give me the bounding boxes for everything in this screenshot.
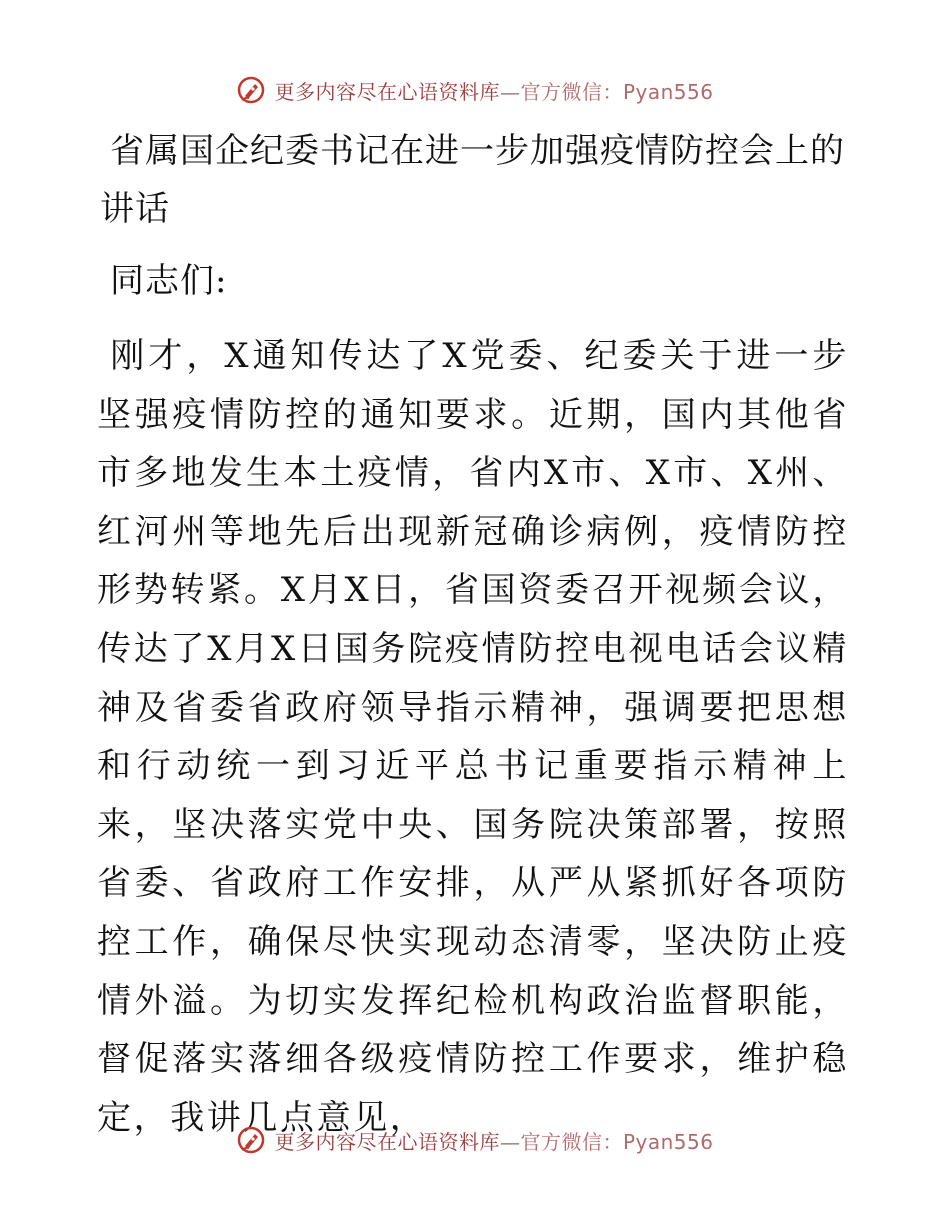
document-title bbox=[100, 122, 845, 238]
footer-watermark-text bbox=[274, 1126, 713, 1155]
header-watermark-wechat: 官方微信：Pyan556 bbox=[520, 79, 714, 104]
document-body-paragraph bbox=[97, 327, 849, 1147]
header-watermark-text bbox=[274, 76, 713, 105]
footer-watermark-separator: — bbox=[499, 1129, 521, 1154]
header-watermark-site: 更多内容尽在心语资料库 bbox=[274, 79, 500, 104]
footer-watermark-site: 更多内容尽在心语资料库 bbox=[274, 1129, 500, 1154]
pen-nib-logo-icon bbox=[236, 1125, 266, 1155]
header-watermark-separator: — bbox=[499, 79, 521, 104]
document-title-text: 省属国企纪委书记在进一步加强疫情防控会上的讲话 bbox=[100, 131, 845, 229]
header-watermark-banner bbox=[0, 70, 950, 110]
pen-nib-logo-icon bbox=[236, 75, 266, 105]
footer-watermark-wechat: 官方微信：Pyan556 bbox=[520, 1129, 714, 1154]
footer-watermark-banner bbox=[0, 1120, 950, 1160]
document-body-text: 刚才，X通知传达了X党委、纪委关于进一步坚强疫情防控的通知要求。近期，国内其他省市多地发生本土疫情，省内X市、X市、X州、红河州等地先后出现新冠确诊病例，疫情防控形势转紧。X月X日，省国资委召开视频会议，传达了X月X日国务院疫情防控电视电话会议精神及省委省政府领导指示精神，强调要把思想和行动统一到习近平总书记重要指示精神上来，坚决落实党中央、国务院决策部署，按照省委、省政府工作安排，从严从紧抓好各项防控工作，确保尽快实现动态清零，坚决防止疫情外溢。为切实发挥纪检机构政治监督职能，督促落实落细各级疫情防控工作要求，维护稳定，我讲几点意见， bbox=[97, 336, 849, 1138]
document-greeting: 同志们: bbox=[110, 261, 228, 301]
